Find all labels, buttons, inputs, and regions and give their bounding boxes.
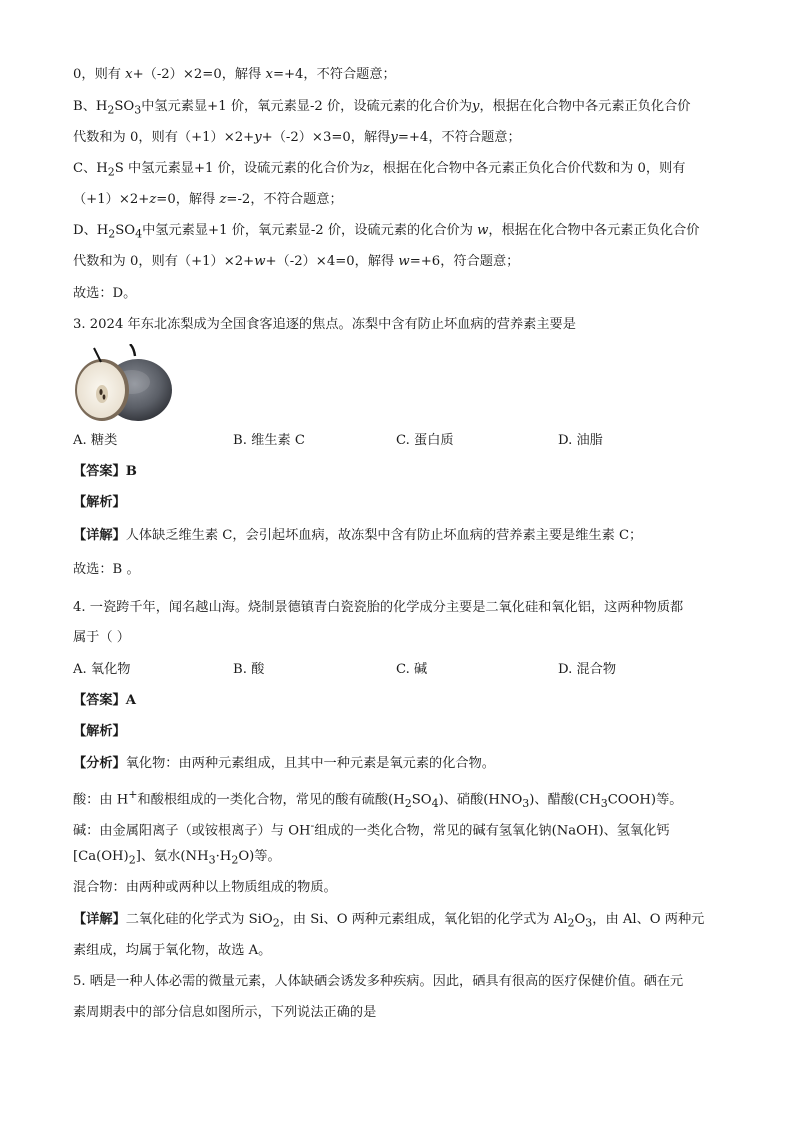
q2-option-c-line1: C、$H_2S$ 中氢元素显+1 价，设硫元素的化合价为z，根据在化合物中各元素正负化合价代数和为 0，则有 (73, 161, 686, 179)
q5-stem-line1: 5. 晒是一种人体必需的微量元素，人体缺硒会诱发多种疾病。因此，硒具有很高的医疗保健价值。硒在元 (73, 974, 684, 989)
q3-stem: 3. 2024 年东北冻梨成为全国食客追逐的焦点。冻梨中含有防止坏血病的营养素主要是 (73, 317, 576, 332)
q4-stem-line1: 4. 一瓷跨千年，闻名越山海。烧制景德镇青白瓷瓷胎的化学成分主要是二氧化硅和氧化铝，这两种物质都 (73, 600, 684, 615)
q3-option-d: D. 油脂 (558, 433, 603, 448)
q2-option-d-line1: D、$H_2SO_4$中氢元素显+1 价，氧元素显-2 价，设硫元素的化合价为 w，根据在化合物中各元素正负化合价 (73, 223, 700, 241)
q3-detail: 【详解】人体缺乏维生素 C，会引起坏血病，故冻梨中含有防止坏血病的营养素主要是维生素 C； (73, 528, 643, 543)
q2-option-d-line2: 代数和为 0，则有（+1）×2+w+（-2）×4=0，解得 w=+6，符合题意； (73, 254, 520, 269)
q4-detail-line2: 素组成，均属于氧化物，故选 A。 (73, 943, 272, 958)
q4-base-definition-line2: $[Ca(OH)_2]$、氨水$(NH_3\cdot H_2O)$等。 (73, 849, 281, 867)
q4-stem-line2: 属于（ ） (73, 630, 130, 645)
q4-option-a: A. 氧化物 (73, 662, 131, 677)
q2-option-b-line1: B、$H_2SO_3$中氢元素显+1 价，氧元素显-2 价，设硫元素的化合价为y，根据在化合物中各元素正负化合价 (73, 99, 691, 117)
q4-acid-definition: 酸：由 H+和酸根组成的一类化合物，常见的酸有硫酸$(H_2SO_4)$、硝酸$(HNO_3)$、醋酸$(CH_3COOH)$等。 (73, 788, 683, 811)
q2-option-c-line2: （+1）×2+z=0，解得 z=-2，不符合题意； (73, 192, 343, 207)
q3-option-b: B. 维生素 C (233, 433, 305, 448)
q4-analysis-heading: 【解析】 (73, 724, 126, 739)
q3-answer: 【答案】B (73, 464, 137, 479)
q2-choose: 故选：D。 (73, 286, 137, 301)
q4-option-d: D. 混合物 (558, 662, 617, 677)
q4-mixture-definition: 混合物：由两种或两种以上物质组成的物质。 (73, 880, 337, 895)
q4-base-definition-line1: 碱：由金属阳离子（或铵根离子）与 OH-组成的一类化合物，常见的碱有氢氧化钠(NaOH)、氢氧化钙 (73, 819, 670, 839)
q5-stem-line2: 素周期表中的部分信息如图所示，下列说法正确的是 (73, 1005, 377, 1020)
q2-line-x: 0，则有 x+（-2）×2=0，解得 x=+4，不符合题意； (73, 67, 396, 82)
frozen-pear-image (72, 344, 176, 424)
q3-analysis-heading: 【解析】 (73, 495, 126, 510)
q4-option-c: C. 碱 (396, 662, 428, 677)
q4-option-b: B. 酸 (233, 662, 265, 677)
q3-choose: 故选：B 。 (73, 562, 140, 577)
q4-detail-line1: 【详解】二氧化硅的化学式为 SiO$_2$，由 Si、O 两种元素组成，氧化铝的化学式为 $Al_2O_3$，由 Al、O 两种元 (73, 912, 705, 930)
q4-fenxi: 【分析】氧化物：由两种元素组成，且其中一种元素是氧元素的化合物。 (73, 756, 495, 771)
q3-option-a: A. 糖类 (73, 433, 118, 448)
q3-option-c: C. 蛋白质 (396, 433, 454, 448)
q4-answer: 【答案】A (73, 693, 136, 708)
q2-option-b-line2: 代数和为 0，则有（+1）×2+y+（-2）×3=0，解得y=+4，不符合题意； (73, 130, 521, 145)
